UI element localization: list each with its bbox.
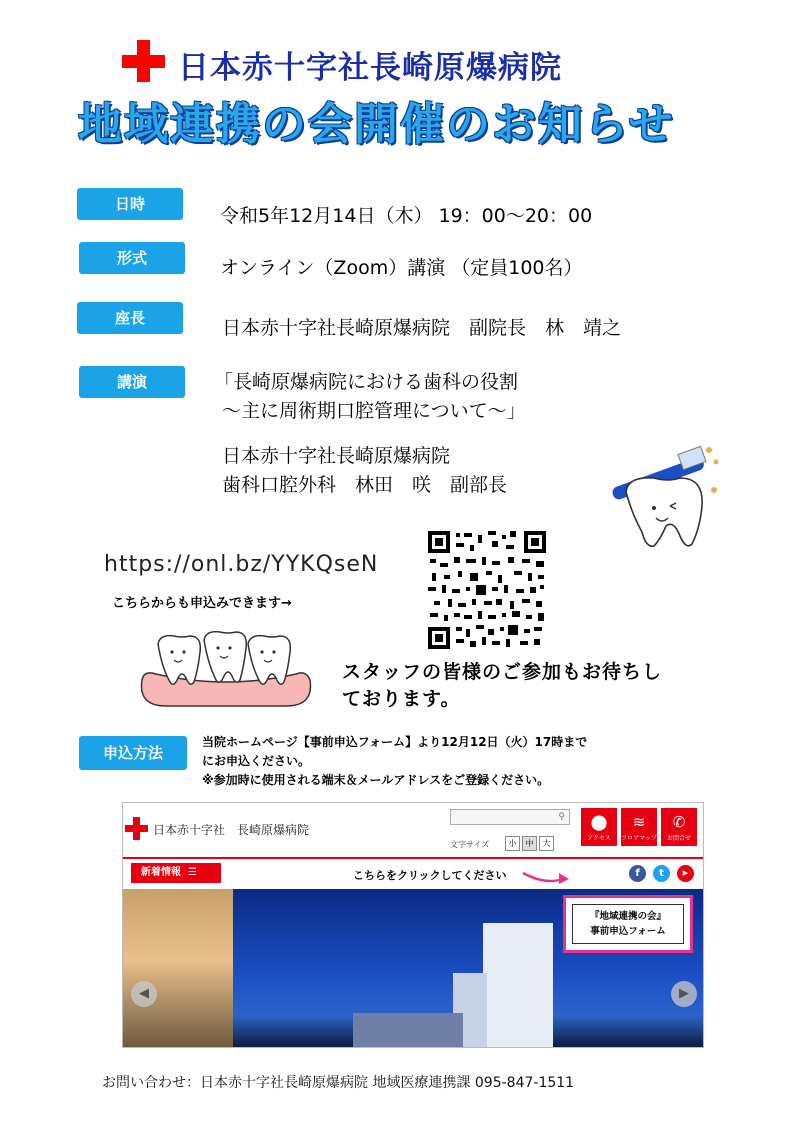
menu-icon: ☰ <box>187 867 197 878</box>
website-screenshot <box>122 802 704 1048</box>
contact-info: お問い合わせ：日本赤十字社長崎原爆病院 地域医療連携課 095-847-1511 <box>102 1075 575 1091</box>
nav-contact-button[interactable] <box>661 808 697 846</box>
hospital-building <box>483 923 553 1047</box>
font-size-label: 文字サイズ <box>450 840 490 849</box>
tooth-toothbrush-illustration <box>596 436 736 552</box>
label-format: 形式 <box>79 242 185 274</box>
lecturer-name: 歯科口腔外科 林田 咲 副部長 <box>222 474 508 496</box>
qr-code[interactable] <box>426 529 548 651</box>
staff-message-line1: スタッフの皆様のご参加もお待ちし <box>342 661 663 683</box>
hospital-name: 日本赤十字社長崎原爆病院 <box>178 50 562 86</box>
value-chair: 日本赤十字社長崎原爆病院 副院長 林 靖之 <box>222 317 622 339</box>
lecturer-affiliation: 日本赤十字社長崎原爆病院 <box>222 445 451 467</box>
label-chair: 座長 <box>77 302 183 334</box>
hero-photo-window <box>123 889 233 1047</box>
search-icon: ⚲ <box>558 812 565 822</box>
lecture-title-line2: ～主に周術期口腔管理について～」 <box>222 400 526 422</box>
preregistration-form-button[interactable] <box>563 895 693 953</box>
font-size-medium-button[interactable]: 中 <box>522 836 537 851</box>
nav-floormap-button[interactable] <box>621 808 657 846</box>
nav-access-button[interactable] <box>581 808 617 846</box>
value-datetime: 令和5年12月14日（木） 19：00～20：00 <box>220 205 593 227</box>
staff-message-line2: ております。 <box>342 688 461 710</box>
staff-message <box>342 659 662 713</box>
apply-here-text: こちらからも申込みできます→ <box>112 596 292 611</box>
news-label: 新着情報 <box>141 867 181 878</box>
facebook-icon[interactable]: f <box>629 865 646 882</box>
map-pin-icon: ⬤ <box>590 813 608 831</box>
method-line3: ※参加時に使用される端末＆メールアドレスをご登録ください。 <box>202 773 550 787</box>
phone-icon: ✆ <box>672 813 686 831</box>
label-lecture: 講演 <box>79 366 185 398</box>
nav-contact-label: お問合せ <box>666 835 691 842</box>
nav-access-label: アクセス <box>587 835 611 842</box>
method-line1: 当院ホームページ【事前申込フォーム】より12月12日（火）17時まで <box>202 735 588 749</box>
news-button[interactable] <box>131 863 221 883</box>
site-search-input[interactable] <box>450 809 570 825</box>
red-cross-icon-bar <box>122 55 165 68</box>
method-line2: にお申込ください。 <box>202 754 311 768</box>
registration-url[interactable]: https://onl.bz/YYKQseN <box>104 552 379 577</box>
slide-prev-button[interactable]: ◀ <box>131 981 157 1007</box>
youtube-icon[interactable]: ▶ <box>677 865 694 882</box>
lecture-title-line1: 「長崎原爆病院における歯科の役割 <box>214 371 519 393</box>
method-text <box>202 733 587 790</box>
pointer-arrow-icon <box>521 869 571 887</box>
font-size-small-button[interactable]: 小 <box>505 836 520 851</box>
page-title: 地域連携の会開催のお知らせ <box>78 99 675 150</box>
twitter-icon[interactable]: t <box>653 865 670 882</box>
label-datetime: 日時 <box>77 188 183 220</box>
slide-next-button[interactable]: ▶ <box>671 981 697 1007</box>
form-button-frame <box>572 904 684 944</box>
nav-floormap-label: フロアマップ <box>621 835 657 842</box>
form-button-line2: 事前申込フォーム <box>590 926 666 937</box>
site-cross-icon-bar <box>125 825 148 832</box>
form-button-line1: 『地域連携の会』 <box>589 911 666 922</box>
value-format: オンライン（Zoom）講演 （定員100名） <box>220 257 583 279</box>
teeth-illustration <box>136 630 316 710</box>
layers-icon: ≋ <box>632 813 646 831</box>
label-method: 申込方法 <box>79 736 187 770</box>
site-name: 日本赤十字社 長崎原爆病院 <box>153 823 310 837</box>
header-divider <box>123 857 703 859</box>
font-size-large-button[interactable]: 大 <box>539 836 554 851</box>
click-here-message: こちらをクリックしてください <box>353 869 507 882</box>
city-buildings <box>353 1013 463 1047</box>
